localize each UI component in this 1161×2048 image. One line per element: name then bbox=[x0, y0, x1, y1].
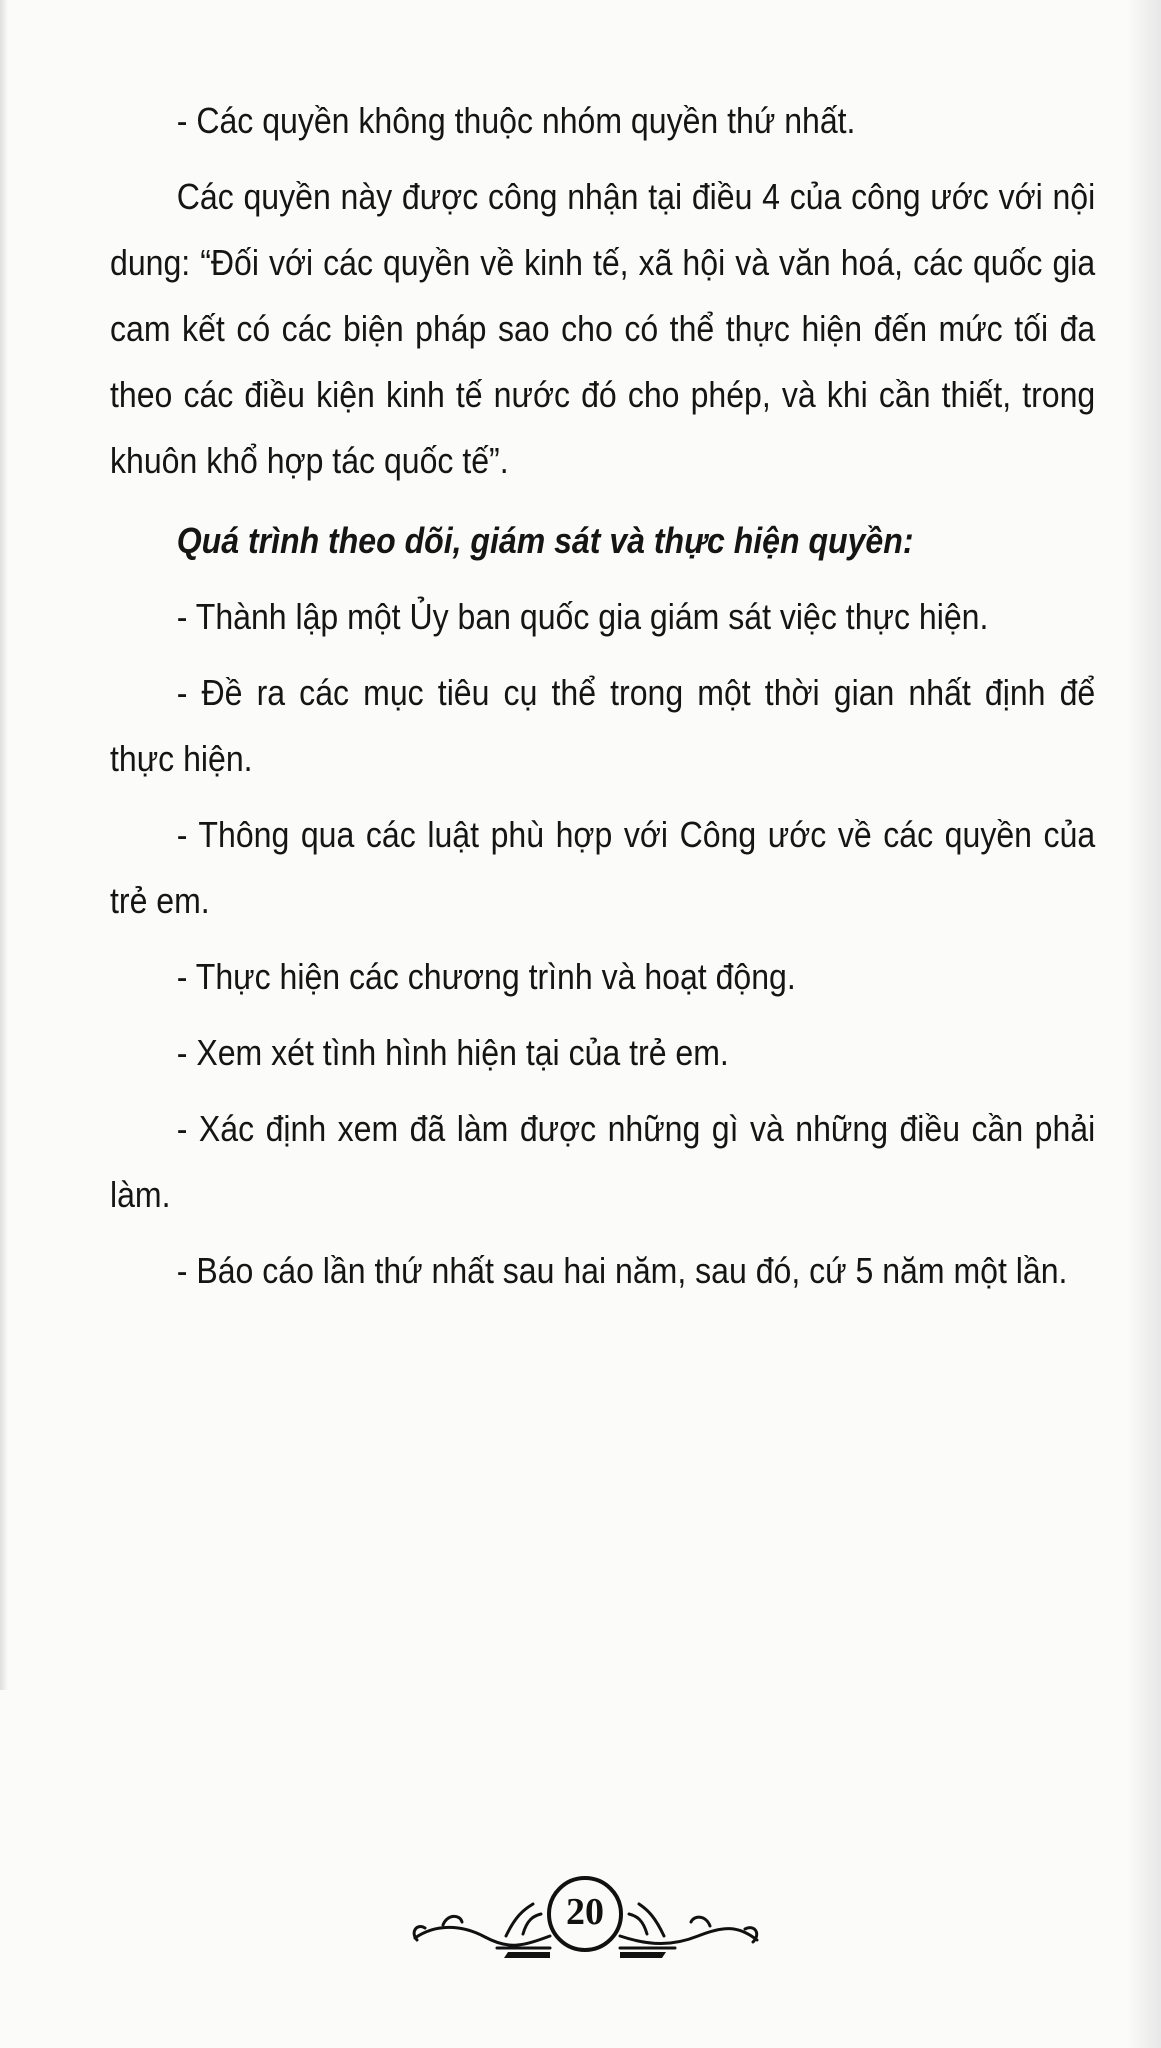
list-item: - Thực hiện các chương trình và hoạt động. bbox=[176, 956, 796, 997]
list-item: - Đề ra các mục tiêu cụ thể trong một thời gian nhất định để thực hiện. bbox=[110, 672, 1096, 779]
page-text bbox=[110, 88, 1095, 1314]
left-page-shadow bbox=[0, 0, 8, 1690]
list-item: - Xem xét tình hình hiện tại của trẻ em. bbox=[176, 1032, 729, 1073]
paragraph-2: Các quyền này được công nhận tại điều 4 của công ước với nội dung: “Đối với các quyền về kinh tế, xã hội và văn hoá, các quốc gia cam kết có các biện pháp sao cho có thể thực hiện đến mức tối đa theo các điều kiện kinh tế nước đó cho phép, và khi cần thiết, trong khuôn khổ hợp tác quốc tế”. bbox=[110, 176, 1096, 481]
list-item: - Báo cáo lần thứ nhất sau hai năm, sau đó, cứ 5 năm một lần. bbox=[176, 1250, 1068, 1291]
section-heading: Quá trình theo dõi, giám sát và thực hiện quyền: bbox=[176, 520, 914, 561]
list-item: - Thông qua các luật phù hợp với Công ước về các quyền của trẻ em. bbox=[110, 814, 1096, 921]
page-footer bbox=[405, 1862, 765, 1972]
paragraph-1: - Các quyền không thuộc nhóm quyền thứ nhất. bbox=[176, 100, 856, 141]
list-item: - Xác định xem đã làm được những gì và những điều cần phải làm. bbox=[110, 1108, 1096, 1215]
list-item: - Thành lập một Ủy ban quốc gia giám sát việc thực hiện. bbox=[176, 596, 989, 637]
page-number: 20 bbox=[566, 1891, 604, 1933]
right-page-shadow bbox=[1127, 0, 1161, 2048]
